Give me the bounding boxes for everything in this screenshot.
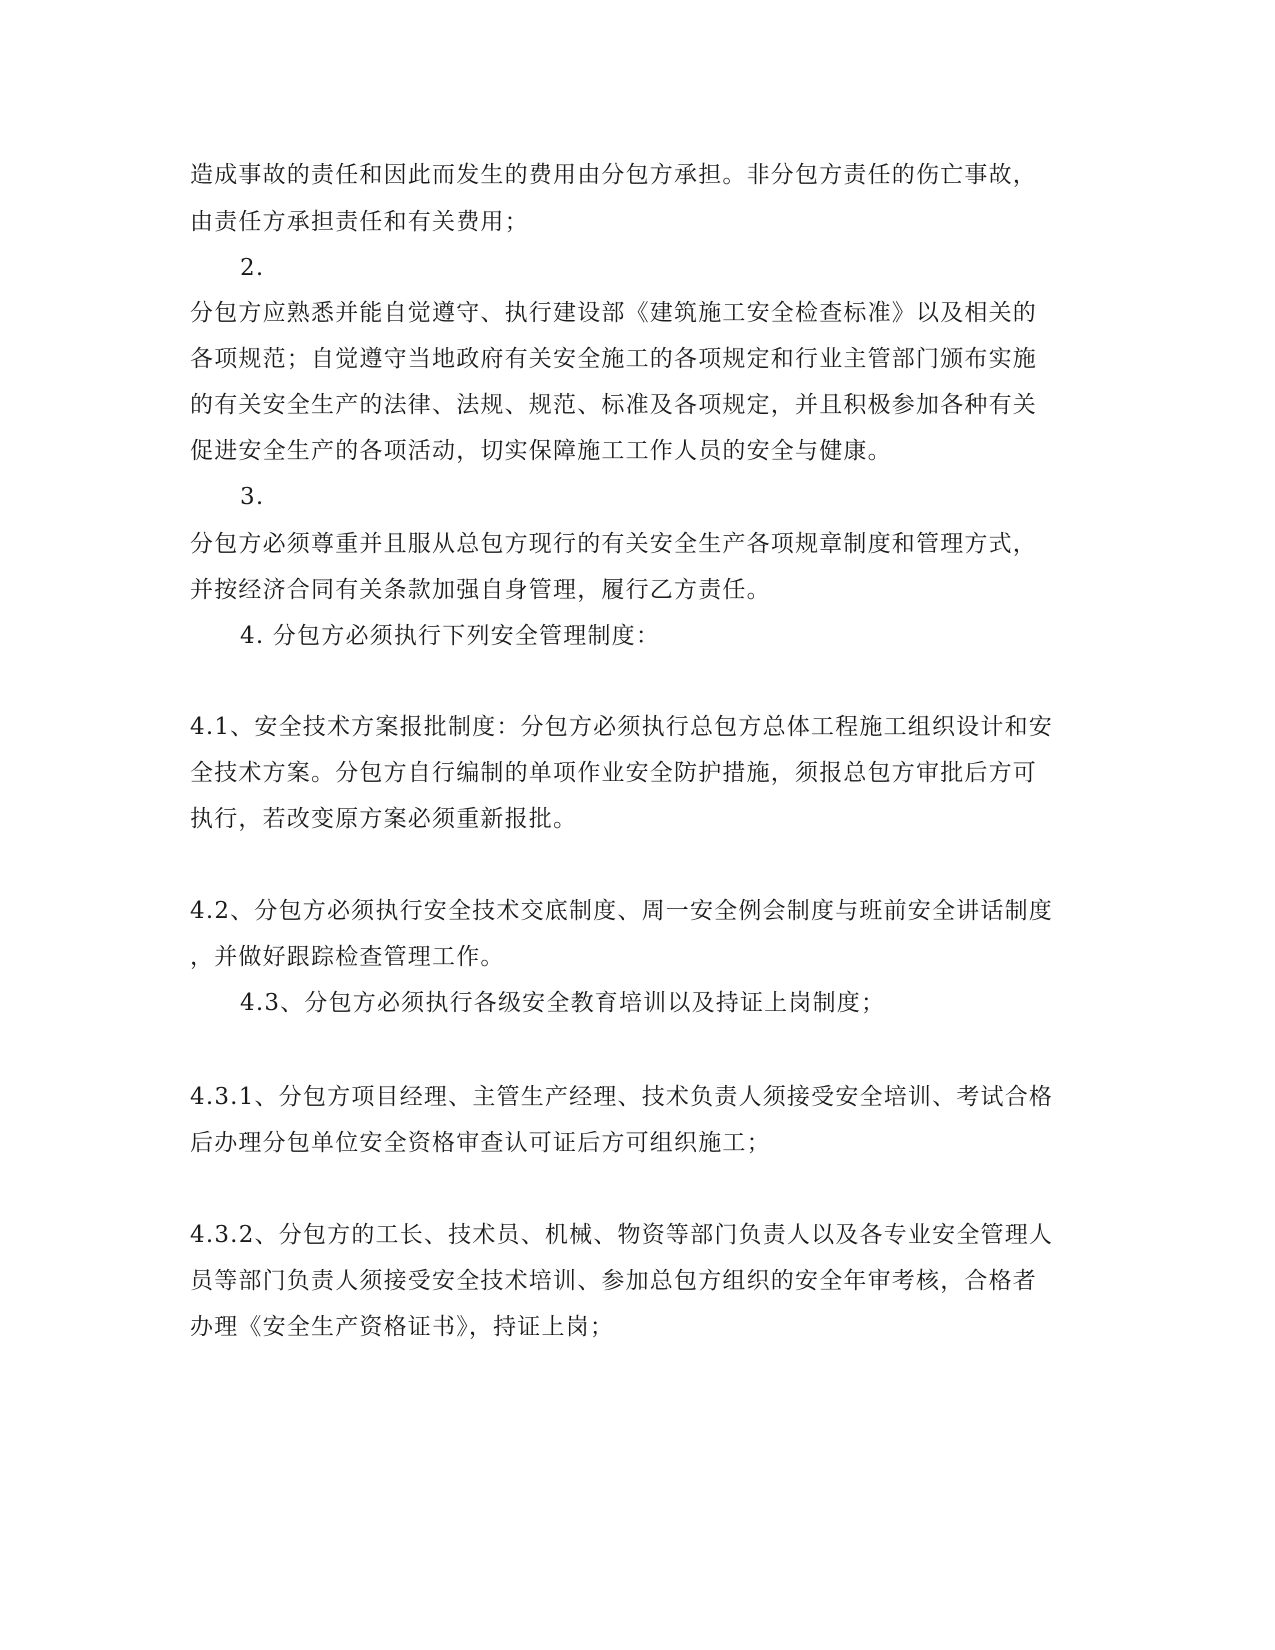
text-line: 分包方应熟悉并能自觉遵守、执行建设部《建筑施工安全检查标准》以及相关的 — [190, 300, 1037, 326]
text-line: 办理《安全生产资格证书》，持证上岗； — [190, 1314, 615, 1340]
text-line: 4.3.1、分包方项目经理、主管生产经理、技术负责人须接受安全培训、考试合格 — [190, 1084, 1054, 1110]
item-number: 2. — [240, 255, 265, 281]
text-line: 由责任方承担责任和有关费用； — [190, 209, 529, 235]
text-line: 促进安全生产的各项活动，切实保障施工工作人员的安全与健康。 — [190, 438, 892, 464]
text-line: 分包方必须尊重并且服从总包方现行的有关安全生产各项规章制度和管理方式， — [190, 531, 1037, 557]
text-line: 并按经济合同有关条款加强自身管理，履行乙方责任。 — [190, 577, 771, 603]
text-line: 全技术方案。分包方自行编制的单项作业安全防护措施，须报总包方审批后方可 — [190, 760, 1037, 786]
text-line: 4.3、分包方必须执行各级安全教育培训以及持证上岗制度； — [240, 990, 886, 1016]
item-number: 3. — [240, 484, 265, 510]
text-line: 造成事故的责任和因此而发生的费用由分包方承担。非分包方责任的伤亡事故， — [190, 162, 1037, 188]
text-line: ，并做好跟踪检查管理工作。 — [190, 944, 505, 970]
section-heading: 4. 分包方必须执行下列安全管理制度： — [240, 623, 661, 649]
text-line: 4.1、安全技术方案报批制度：分包方必须执行总包方总体工程施工组织设计和安 — [190, 714, 1053, 740]
text-line: 各项规范；自觉遵守当地政府有关安全施工的各项规定和行业主管部门颁布实施 — [190, 346, 1037, 372]
text-line: 的有关安全生产的法律、法规、规范、标准及各项规定，并且积极参加各种有关 — [190, 392, 1037, 418]
text-line: 后办理分包单位安全资格审查认可证后方可组织施工； — [190, 1130, 771, 1156]
text-line: 执行，若改变原方案必须重新报批。 — [190, 806, 578, 832]
text-line: 4.2、分包方必须执行安全技术交底制度、周一安全例会制度与班前安全讲话制度 — [190, 898, 1053, 924]
text-line: 员等部门负责人须接受安全技术培训、参加总包方组织的安全年审考核，合格者 — [190, 1268, 1037, 1294]
text-line: 4.3.2、分包方的工长、技术员、机械、物资等部门负责人以及各专业安全管理人 — [190, 1222, 1054, 1248]
